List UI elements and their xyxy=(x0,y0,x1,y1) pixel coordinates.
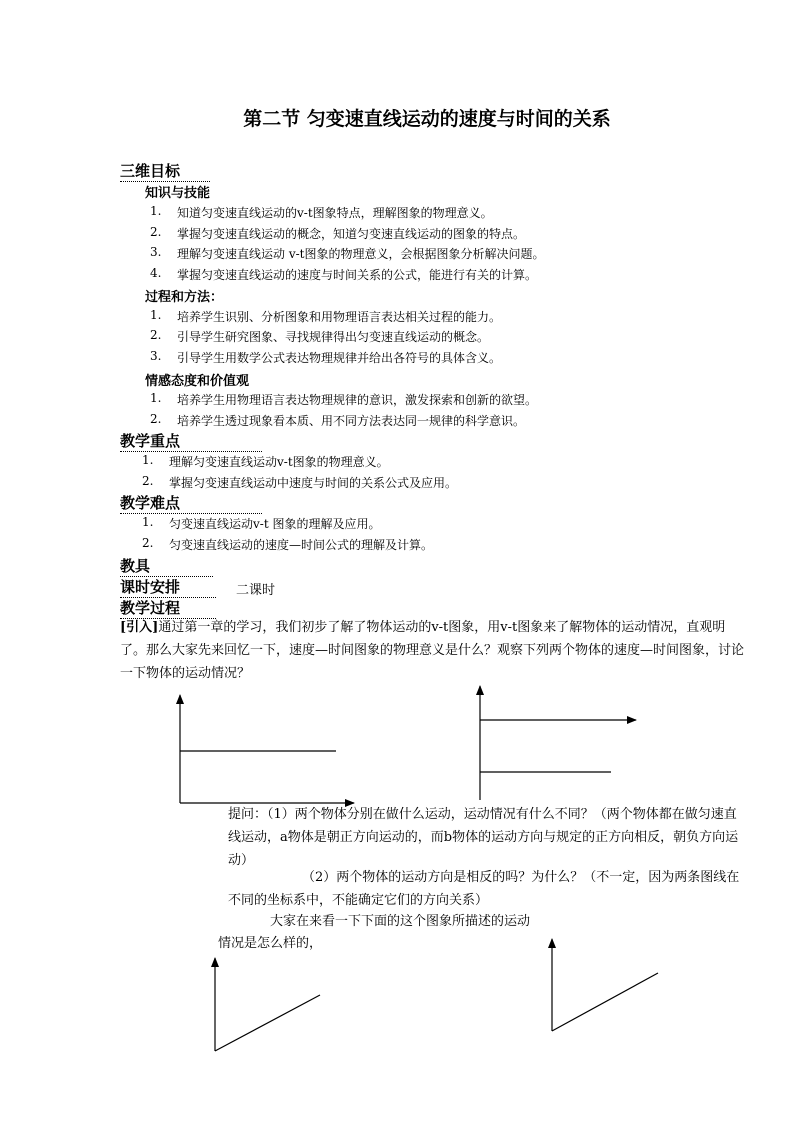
section-heading-procedure: 教学过程 xyxy=(120,597,216,619)
subheading-process: 过程和方法： xyxy=(145,290,224,305)
intro-tag: [引入] xyxy=(120,620,159,635)
vt-graph-d xyxy=(542,935,672,1035)
subheading-knowledge: 知识与技能 xyxy=(145,186,211,201)
section-heading-key-points: 教学重点 xyxy=(120,430,262,452)
question-2: （2）两个物体的运动方向是相反的吗？为什么？（不一定，因为两条图线在不同的坐标系中，不能确定它们的方向关系） xyxy=(228,870,740,908)
section-heading-difficulties: 教学难点 xyxy=(120,492,262,514)
next-line-1: 大家在来看一下下面的这个图象所描述的运动 xyxy=(270,914,531,929)
page-title: 第二节 匀变速直线运动的速度与时间的关系 xyxy=(243,108,611,130)
schedule-value: 二课时 xyxy=(236,583,276,598)
vt-graph-b xyxy=(470,682,640,807)
section-heading-goals: 三维目标 xyxy=(120,160,210,182)
intro-paragraph xyxy=(120,616,744,685)
velocity-line xyxy=(215,995,320,1051)
vt-graph-c xyxy=(205,955,335,1060)
intro-text: 通过第一章的学习，我们初步了解了物体运动的v-t图象，用v-t图象来了解物体的运动情况，直观明了。那么大家先来回忆一下，速度—时间图象的物理意义是什么？观察下列两个物体的速度—时间图象，讨论一下物体的运动情况？ xyxy=(120,620,745,681)
velocity-line xyxy=(552,973,658,1031)
section-heading-schedule: 课时安排 xyxy=(120,576,216,598)
vt-graph-a xyxy=(170,690,360,815)
question-1: 提问：（1）两个物体分别在做什么运动，运动情况有什么不同？（两个物体都在做匀速直线运动，a物体是朝正方向运动的，而b物体的运动方向与规定的正方向相反，朝负方向运动） xyxy=(228,807,739,868)
section-heading-tools: 教具 xyxy=(120,555,213,577)
next-line-2: 情况是怎么样的， xyxy=(218,936,323,951)
subheading-emotion: 情感态度和价值观 xyxy=(145,374,250,389)
